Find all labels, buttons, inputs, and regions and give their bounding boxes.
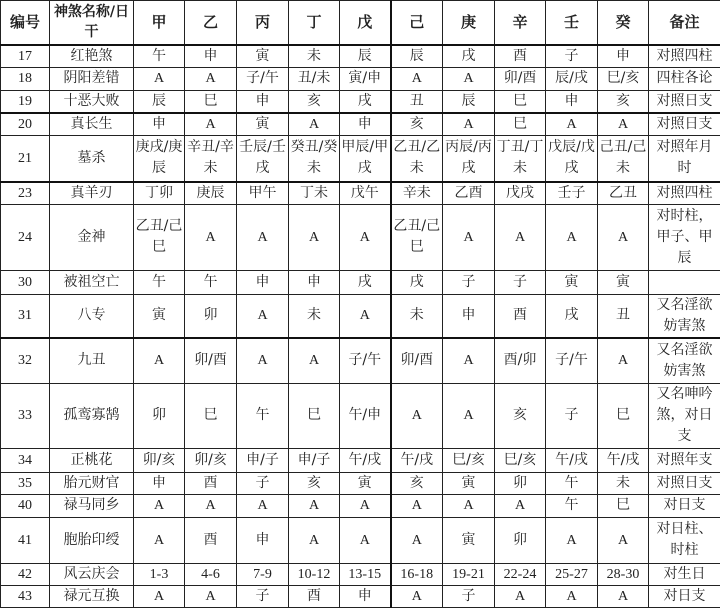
stem-cell: A [340,204,391,270]
row-note: 又名淫欲妨害煞 [649,338,720,383]
row-id: 35 [1,472,50,494]
stem-cell: A [134,585,185,607]
header-stem-wu: 戊 [340,1,391,45]
stem-cell: 子 [443,270,495,294]
stem-cell: A [443,113,495,136]
stem-cell: 戌 [340,90,391,113]
row-note: 对照年支 [649,448,720,472]
stem-cell: 寅 [237,45,289,68]
stem-cell: 酉 [495,294,546,338]
stem-cell: 戊戌 [495,182,546,205]
row-id: 31 [1,294,50,338]
table-row [1,563,720,585]
table-row [1,517,720,563]
row-id: 41 [1,517,50,563]
row-note: 对时柱，甲子、甲辰 [649,204,720,270]
stem-cell: 22-24 [495,563,546,585]
stem-cell: A [495,204,546,270]
stem-cell: 巳/亥 [443,448,495,472]
shensha-name: 胎元财官 [50,472,134,494]
stem-cell: 午/戌 [340,448,391,472]
stem-cell: A [443,67,495,90]
header-stem-jia: 甲 [134,1,185,45]
stem-cell: 巳 [598,494,649,517]
stem-cell: 巳 [185,90,237,113]
stem-cell: 甲辰/甲戌 [340,136,391,182]
row-id: 32 [1,338,50,383]
table-row [1,204,720,270]
row-id: 23 [1,182,50,205]
stem-cell: A [237,204,289,270]
stem-cell: 午/申 [340,383,391,448]
stem-cell: 亥 [289,90,340,113]
stem-cell: 乙丑 [598,182,649,205]
stem-cell: 卯 [134,383,185,448]
table-row [1,294,720,338]
stem-cell: 子/午 [340,338,391,383]
header-stem-yi: 乙 [185,1,237,45]
stem-cell: 亥 [289,472,340,494]
stem-cell: 酉 [185,517,237,563]
row-note: 对照日支 [649,113,720,136]
table-row [1,90,720,113]
stem-cell: A [495,494,546,517]
shensha-name: 金神 [50,204,134,270]
stem-cell: 子 [546,45,598,68]
stem-cell: 丑 [391,90,443,113]
stem-cell: 酉 [289,585,340,607]
stem-cell: 申 [340,113,391,136]
stem-cell: A [598,517,649,563]
stem-cell: 丁未 [289,182,340,205]
stem-cell: 子/午 [546,338,598,383]
header-stem-ji: 己 [391,1,443,45]
shensha-name: 真羊刃 [50,182,134,205]
stem-cell: 未 [289,294,340,338]
stem-cell: 巳 [495,90,546,113]
stem-cell: A [134,517,185,563]
stem-cell: 申/子 [237,448,289,472]
stem-cell: A [546,517,598,563]
shensha-name: 正桃花 [50,448,134,472]
stem-cell: 19-21 [443,563,495,585]
table-row [1,338,720,383]
stem-cell: A [185,204,237,270]
shensha-name: 孤鸾寡鹄 [50,383,134,448]
stem-cell: A [443,494,495,517]
stem-cell: 辛丑/辛未 [185,136,237,182]
stem-cell: 丑 [598,294,649,338]
row-id: 19 [1,90,50,113]
row-note: 四柱各论 [649,67,720,90]
stem-cell: 卯 [495,517,546,563]
stem-cell: A [391,517,443,563]
stem-cell: 巳 [289,383,340,448]
stem-cell: 申 [134,472,185,494]
stem-cell: A [546,585,598,607]
stem-cell: 未 [598,472,649,494]
stem-cell: 子 [546,383,598,448]
row-note: 对照日支 [649,90,720,113]
stem-cell: A [495,585,546,607]
stem-cell: 癸丑/癸未 [289,136,340,182]
shensha-name: 阴阳差错 [50,67,134,90]
stem-cell: A [185,585,237,607]
table-row [1,448,720,472]
stem-cell: 10-12 [289,563,340,585]
row-note: 又名淫欲妨害煞 [649,294,720,338]
stem-cell: 申 [546,90,598,113]
stem-cell: 寅 [237,113,289,136]
stem-cell: 辰 [340,45,391,68]
stem-cell: 戌 [546,294,598,338]
stem-cell: A [134,494,185,517]
stem-cell: 卯 [495,472,546,494]
stem-cell: 卯/酉 [185,338,237,383]
stem-cell: 乙丑/己巳 [391,204,443,270]
stem-cell: A [598,338,649,383]
shensha-name: 禄马同乡 [50,494,134,517]
stem-cell: A [289,338,340,383]
table-body [1,45,720,608]
stem-cell: 寅 [443,472,495,494]
stem-cell: A [340,517,391,563]
stem-cell: 午 [546,472,598,494]
shensha-name: 真长生 [50,113,134,136]
stem-cell: 辛未 [391,182,443,205]
stem-cell: 壬子 [546,182,598,205]
row-note: 对日支 [649,494,720,517]
row-note: 对日支 [649,585,720,607]
stem-cell: A [598,585,649,607]
stem-cell: 亥 [495,383,546,448]
stem-cell: 午 [134,45,185,68]
header-stem-gui: 癸 [598,1,649,45]
stem-cell: 酉 [185,472,237,494]
stem-cell: 未 [289,45,340,68]
stem-cell: 午 [546,494,598,517]
stem-cell: A [340,494,391,517]
stem-cell: 甲午 [237,182,289,205]
stem-cell: 壬辰/壬戌 [237,136,289,182]
table-row [1,182,720,205]
stem-cell: A [185,494,237,517]
stem-cell: A [391,585,443,607]
row-note: 对照四柱 [649,45,720,68]
stem-cell: 卯 [185,294,237,338]
stem-cell: 申 [340,585,391,607]
header-stem-ding: 丁 [289,1,340,45]
row-note [649,270,720,294]
stem-cell: 乙丑/乙未 [391,136,443,182]
stem-cell: 未 [391,294,443,338]
row-id: 17 [1,45,50,68]
stem-cell: 寅/申 [340,67,391,90]
stem-cell: 7-9 [237,563,289,585]
row-id: 18 [1,67,50,90]
row-id: 42 [1,563,50,585]
row-id: 43 [1,585,50,607]
shensha-name: 九丑 [50,338,134,383]
stem-cell: 辰 [443,90,495,113]
stem-cell: 1-3 [134,563,185,585]
stem-cell: 辰/戌 [546,67,598,90]
stem-cell: A [391,383,443,448]
shensha-name: 风云庆会 [50,563,134,585]
stem-cell: 丑/未 [289,67,340,90]
stem-cell: A [391,67,443,90]
stem-cell: 丁丑/丁未 [495,136,546,182]
header-stem-geng: 庚 [443,1,495,45]
stem-cell: 申/子 [289,448,340,472]
stem-cell: 午 [185,270,237,294]
shensha-name: 十恶大败 [50,90,134,113]
shensha-name: 禄元互换 [50,585,134,607]
stem-cell: 巳/亥 [495,448,546,472]
stem-cell: A [546,204,598,270]
stem-cell: 己丑/己未 [598,136,649,182]
stem-cell: 巳 [598,383,649,448]
stem-cell: A [443,204,495,270]
table-row [1,494,720,517]
stem-cell: A [443,338,495,383]
stem-cell: A [185,113,237,136]
stem-cell: 寅 [134,294,185,338]
stem-cell: 28-30 [598,563,649,585]
stem-cell: 亥 [598,90,649,113]
stem-cell: A [134,67,185,90]
stem-cell: 戌 [443,45,495,68]
stem-cell: A [598,113,649,136]
shensha-name: 胞胎印绶 [50,517,134,563]
stem-cell: 寅 [340,472,391,494]
row-note: 对照年月时 [649,136,720,182]
stem-cell: A [340,294,391,338]
stem-cell: 乙丑/己巳 [134,204,185,270]
table-row [1,45,720,68]
stem-cell: 巳 [495,113,546,136]
stem-cell: 巳/亥 [598,67,649,90]
stem-cell: 午 [134,270,185,294]
row-id: 33 [1,383,50,448]
stem-cell: 辰 [391,45,443,68]
stem-cell: 申 [237,270,289,294]
stem-cell: A [289,517,340,563]
stem-cell: 申 [185,45,237,68]
stem-cell: A [289,494,340,517]
row-id: 24 [1,204,50,270]
stem-cell: 庚辰 [185,182,237,205]
stem-cell: 卯/亥 [185,448,237,472]
stem-cell: 酉 [495,45,546,68]
header-stem-bing: 丙 [237,1,289,45]
stem-cell: 乙酉 [443,182,495,205]
stem-cell: 酉/卯 [495,338,546,383]
row-note: 对生日 [649,563,720,585]
stem-cell: 亥 [391,472,443,494]
stem-cell: 卯/酉 [391,338,443,383]
stem-cell: 子 [443,585,495,607]
stem-cell: 戊午 [340,182,391,205]
stem-cell: A [134,338,185,383]
row-note: 又名呻吟煞，对日支 [649,383,720,448]
table-row [1,472,720,494]
stem-cell: A [546,113,598,136]
row-note: 对照日支 [649,472,720,494]
stem-cell: 戌 [391,270,443,294]
table-row [1,67,720,90]
stem-cell: 子 [237,472,289,494]
stem-cell: 辰 [134,90,185,113]
stem-cell: 子 [495,270,546,294]
stem-cell: 卯/亥 [134,448,185,472]
stem-cell: 戌 [340,270,391,294]
stem-cell: A [598,204,649,270]
stem-cell: 25-27 [546,563,598,585]
stem-cell: 寅 [443,517,495,563]
row-note: 对照四柱 [649,182,720,205]
stem-cell: 申 [134,113,185,136]
shensha-name: 墓杀 [50,136,134,182]
stem-cell: 申 [443,294,495,338]
stem-cell: A [237,294,289,338]
stem-cell: 午/戌 [391,448,443,472]
stem-cell: 13-15 [340,563,391,585]
stem-cell: A [289,113,340,136]
header-stem-xin: 辛 [495,1,546,45]
stem-cell: A [443,383,495,448]
stem-cell: 子 [237,585,289,607]
stem-cell: 子/午 [237,67,289,90]
stem-cell: 午/戌 [546,448,598,472]
shensha-name: 八专 [50,294,134,338]
stem-cell: A [237,338,289,383]
header-name: 神煞名称/日干 [50,1,134,45]
shensha-name: 红艳煞 [50,45,134,68]
row-id: 40 [1,494,50,517]
stem-cell: 卯/酉 [495,67,546,90]
stem-cell: 申 [237,90,289,113]
stem-cell: 申 [237,517,289,563]
stem-cell: A [391,494,443,517]
stem-cell: 亥 [391,113,443,136]
table-row [1,383,720,448]
stem-cell: 寅 [598,270,649,294]
table-header [1,1,720,45]
stem-cell: 申 [598,45,649,68]
header-id: 编号 [1,1,50,45]
header-stem-ren: 壬 [546,1,598,45]
header-note: 备注 [649,1,720,45]
stem-cell: 4-6 [185,563,237,585]
stem-cell: 午 [237,383,289,448]
stem-cell: 丙辰/丙戌 [443,136,495,182]
stem-cell: 午/戌 [598,448,649,472]
stem-cell: 巳 [185,383,237,448]
row-id: 20 [1,113,50,136]
table-row [1,113,720,136]
row-id: 30 [1,270,50,294]
table-row [1,270,720,294]
stem-cell: 丁卯 [134,182,185,205]
table-row [1,136,720,182]
row-id: 34 [1,448,50,472]
stem-cell: A [289,204,340,270]
shensha-name: 被祖空亡 [50,270,134,294]
stem-cell: 戊辰/戊戌 [546,136,598,182]
stem-cell: A [185,67,237,90]
stem-cell: 寅 [546,270,598,294]
header-row [1,1,720,45]
row-note: 对日柱、时柱 [649,517,720,563]
stem-cell: 16-18 [391,563,443,585]
stem-cell: 申 [289,270,340,294]
stem-cell: A [237,494,289,517]
row-id: 21 [1,136,50,182]
stem-cell: 庚戌/庚辰 [134,136,185,182]
